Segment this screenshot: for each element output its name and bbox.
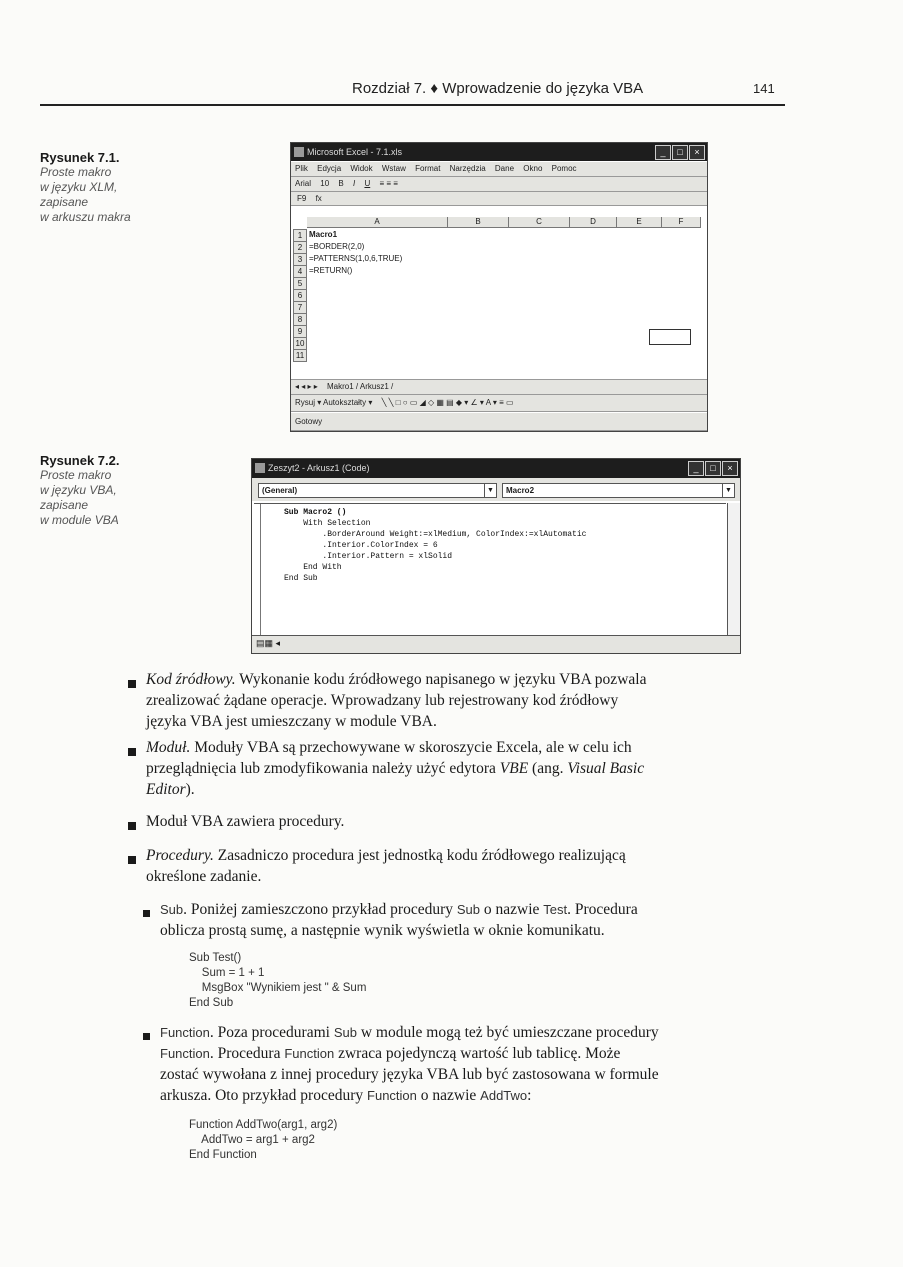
figure1-desc-1: Proste makro: [40, 165, 112, 179]
menu-dane[interactable]: Dane: [494, 164, 515, 173]
code-line-5: .Interior.Pattern = xlSolid: [284, 552, 453, 561]
row-header-4[interactable]: 4: [293, 265, 307, 278]
paragraph-sub: [160, 899, 790, 941]
s1-b: o nazwie: [480, 901, 544, 918]
cell-a1[interactable]: Macro1: [309, 230, 338, 239]
bullet-marker: [143, 1033, 150, 1040]
code-sub-line-3: MsgBox "Wynikiem jest " & Sum: [189, 982, 367, 994]
bold-icon[interactable]: B: [338, 179, 344, 188]
row-header-9[interactable]: 9: [293, 325, 307, 338]
row-header-7[interactable]: 7: [293, 301, 307, 314]
b2-line2a: przeglądnięcia lub zmodyfikowania należy użyć edytora: [146, 760, 500, 777]
figure2-desc-2: w języku VBA,: [40, 483, 117, 497]
code-sub-line-2: Sum = 1 + 1: [189, 967, 265, 979]
vba-minimize-icon[interactable]: _: [688, 461, 704, 476]
drawing-tool-icons[interactable]: ╲ ╲ □ ○ ▭ ◢ ◇ ▦ ▤ ◆ ▾ ∠ ▾ A ▾ ≡ ▭: [381, 398, 514, 407]
active-cell-selection: [649, 329, 691, 345]
b1-line2: zrealizować żądane operacje. Wprowadzany lub rejestrowany kod źródłowy: [146, 692, 619, 709]
procedure-combo-value: Macro2: [506, 486, 535, 495]
object-combo[interactable]: [258, 483, 497, 498]
term-editor: Editor: [146, 781, 186, 798]
kw-sub: Sub: [160, 902, 184, 917]
col-header-a[interactable]: A: [307, 217, 448, 228]
tab-nav-icons[interactable]: ◂ ◂ ▸ ▸: [295, 382, 318, 391]
col-header-c[interactable]: C: [509, 217, 570, 228]
s2-line4b: o nazwie: [416, 1087, 481, 1104]
figure1-desc-2: w języku XLM,: [40, 180, 118, 194]
menu-okno[interactable]: Okno: [523, 164, 543, 173]
code-sub-line-4: End Sub: [189, 997, 234, 1009]
status-bar: [291, 413, 707, 431]
code-sub-line-1: Sub Test(): [189, 952, 242, 964]
row-header-5[interactable]: 5: [293, 277, 307, 290]
s2-line3: zostać wywołana z innej procedury języka VBA lub być zastosowana w formule: [160, 1066, 659, 1083]
figure1-desc-4: w arkuszu makra: [40, 210, 131, 224]
vba-close-icon[interactable]: ×: [722, 461, 738, 476]
row-header-8[interactable]: 8: [293, 313, 307, 326]
code-fn-line-2: AddTwo = arg1 + arg2: [189, 1134, 315, 1146]
excel-formula-bar: [291, 192, 707, 206]
menu-plik[interactable]: Plik: [295, 164, 308, 173]
row-header-2[interactable]: 2: [293, 241, 307, 254]
menu-pomoc[interactable]: Pomoc: [551, 164, 577, 173]
s2-line4c: :: [527, 1087, 532, 1104]
excel-titlebar: [291, 143, 707, 161]
s2-a: . Poza procedurami: [209, 1024, 334, 1041]
menu-wstaw[interactable]: Wstaw: [381, 164, 406, 173]
s2-d: zwraca pojedynczą wartość lub tablicę. Może: [334, 1045, 621, 1062]
fx-icon: fx: [315, 194, 322, 203]
figure1-desc-3: zapisane: [40, 195, 89, 209]
row-header-3[interactable]: 3: [293, 253, 307, 266]
col-header-b[interactable]: B: [448, 217, 509, 228]
figure2-caption: [40, 453, 120, 528]
row-header-11[interactable]: 11: [293, 349, 307, 362]
cell-a2[interactable]: =BORDER(2,0): [309, 242, 365, 251]
kw-sub-3: Sub: [333, 1025, 357, 1040]
status-text: Gotowy: [295, 417, 323, 426]
margin-indicator-bar: [260, 504, 261, 635]
cell-a3[interactable]: =PATTERNS(1,0,6,TRUE): [309, 254, 403, 263]
excel-format-toolbar: [291, 177, 707, 192]
term-kod-zrodlowy: Kod źródłowy.: [146, 671, 236, 688]
b1-line1: Wykonanie kodu źródłowego napisanego w języku VBA pozwala: [235, 671, 647, 688]
align-icons[interactable]: ≡ ≡ ≡: [379, 179, 398, 188]
code-line-6: End With: [284, 563, 342, 572]
vba-window-title: Zeszyt2 - Arkusz1 (Code): [268, 463, 370, 473]
paragraph-kod-zrodlowy: [146, 669, 786, 732]
kw-function: Function: [160, 1025, 210, 1040]
italic-icon[interactable]: I: [352, 179, 356, 188]
excel-window-title: Microsoft Excel - 7.1.xls: [307, 147, 403, 157]
menu-widok[interactable]: Widok: [350, 164, 373, 173]
s2-c: . Procedura: [209, 1045, 285, 1062]
font-name-box[interactable]: Arial: [295, 179, 312, 188]
kw-test: Test: [543, 902, 568, 917]
term-procedury: Procedury.: [146, 847, 214, 864]
vba-code-window: [251, 458, 741, 654]
excel-window: [290, 142, 708, 432]
bullet-marker: [128, 680, 136, 688]
s1-line2: oblicza prostą sumę, a następnie wynik wyświetla w oknie komunikatu.: [160, 922, 605, 939]
excel-menubar: [291, 162, 707, 177]
term-visual-basic: Visual Basic: [567, 760, 645, 777]
menu-edycja[interactable]: Edycja: [317, 164, 342, 173]
b1-line3: języka VBA jest umieszczany w module VBA.: [146, 713, 437, 730]
b2-line1: Moduły VBA są przechowywane w skoroszycie Excela, ale w celu ich: [190, 739, 632, 756]
procedure-combo[interactable]: [502, 483, 735, 498]
figure1-caption: [40, 150, 131, 225]
maximize-icon[interactable]: □: [672, 145, 688, 160]
excel-app-icon: [294, 147, 304, 157]
figure2-desc-3: zapisane: [40, 498, 89, 512]
row-header-10[interactable]: 10: [293, 337, 307, 350]
bullet-marker: [128, 748, 136, 756]
header-rule: [40, 104, 785, 106]
paragraph-function: [160, 1022, 790, 1106]
paragraph-procedury: [146, 845, 786, 887]
row-header-1[interactable]: 1: [293, 229, 307, 242]
menu-format[interactable]: Format: [415, 164, 441, 173]
figure2-label: Rysunek 7.2.: [40, 453, 120, 468]
s1-c: . Procedura: [567, 901, 638, 918]
code-line-4: .Interior.ColorIndex = 6: [284, 541, 438, 550]
paragraph-modul-procedury: Moduł VBA zawiera procedury.: [146, 813, 345, 830]
excel-sheet-grid: [293, 217, 703, 377]
object-combo-value: (General): [262, 486, 298, 495]
code-editor[interactable]: [254, 503, 726, 635]
kw-function-2: Function: [160, 1046, 210, 1061]
b2-line3b: ).: [185, 781, 195, 798]
s2-line4a: arkusza. Oto przykład procedury: [160, 1087, 368, 1104]
bullet-marker: [143, 910, 150, 917]
code-line-1: Sub Macro2 (): [284, 508, 347, 517]
kw-addtwo: AddTwo: [480, 1088, 528, 1103]
vba-window-icon: [255, 463, 265, 473]
bullet-marker: [128, 822, 136, 830]
chevron-down-icon[interactable]: ▼: [484, 484, 496, 497]
figure2-desc-4: w module VBA: [40, 513, 119, 527]
code-fn-line-1: Function AddTwo(arg1, arg2): [189, 1119, 338, 1131]
vertical-scrollbar[interactable]: [727, 503, 740, 635]
code-line-2: With Selection: [284, 519, 371, 528]
kw-function-4: Function: [367, 1088, 417, 1103]
code-fn-line-3: End Function: [189, 1149, 257, 1161]
col-header-e[interactable]: E: [617, 217, 662, 228]
chevron-down-icon[interactable]: ▼: [722, 484, 734, 497]
menu-narzedzia[interactable]: Narzędzia: [449, 164, 486, 173]
paragraph-modul: [146, 737, 786, 800]
s2-b: w module mogą też być umieszczane procedury: [356, 1024, 659, 1041]
sheet-tabs-bar: [291, 379, 707, 395]
col-header-d[interactable]: D: [570, 217, 617, 228]
horizontal-scrollbar[interactable]: [252, 635, 740, 653]
code-line-7: End Sub: [284, 574, 318, 583]
sheet-tabs[interactable]: Makro1 / Arkusz1 /: [326, 382, 394, 391]
row-header-6[interactable]: 6: [293, 289, 307, 302]
view-toggle-icons[interactable]: ▤▦ ◂: [256, 638, 281, 648]
b2-line2b: (ang.: [528, 760, 568, 777]
vba-maximize-icon[interactable]: □: [705, 461, 721, 476]
bullet-marker: [128, 856, 136, 864]
code-line-3: .BorderAround Weight:=xlMedium, ColorIndex:=xlAutomatic: [284, 530, 587, 539]
minimize-icon[interactable]: _: [655, 145, 671, 160]
b4-line1: Zasadniczo procedura jest jednostką kodu źródłowego realizującą: [213, 847, 626, 864]
term-modul: Moduł.: [146, 739, 191, 756]
name-box[interactable]: F9: [297, 194, 307, 203]
figure2-desc-1: Proste makro: [40, 468, 112, 482]
term-vbe: VBE: [499, 760, 529, 777]
running-header: Rozdział 7. ♦ Wprowadzenie do języka VBA: [352, 80, 644, 97]
col-header-f[interactable]: F: [662, 217, 701, 228]
vba-titlebar: [252, 459, 740, 478]
kw-function-3: Function: [284, 1046, 335, 1061]
draw-menu[interactable]: Rysuj ▾ Autokształty ▾: [295, 398, 373, 407]
b4-line2: określone zadanie.: [146, 868, 262, 885]
s1-a: . Poniżej zamieszczono przykład procedury: [183, 901, 457, 918]
font-size-box[interactable]: 10: [320, 179, 330, 188]
close-icon[interactable]: ×: [689, 145, 705, 160]
figure1-label: Rysunek 7.1.: [40, 150, 120, 165]
underline-icon[interactable]: U: [364, 179, 371, 188]
cell-a4[interactable]: =RETURN(): [309, 266, 353, 275]
page-number: 141: [753, 81, 775, 96]
kw-sub-2: Sub: [456, 902, 481, 917]
drawing-toolbar: [291, 395, 707, 412]
